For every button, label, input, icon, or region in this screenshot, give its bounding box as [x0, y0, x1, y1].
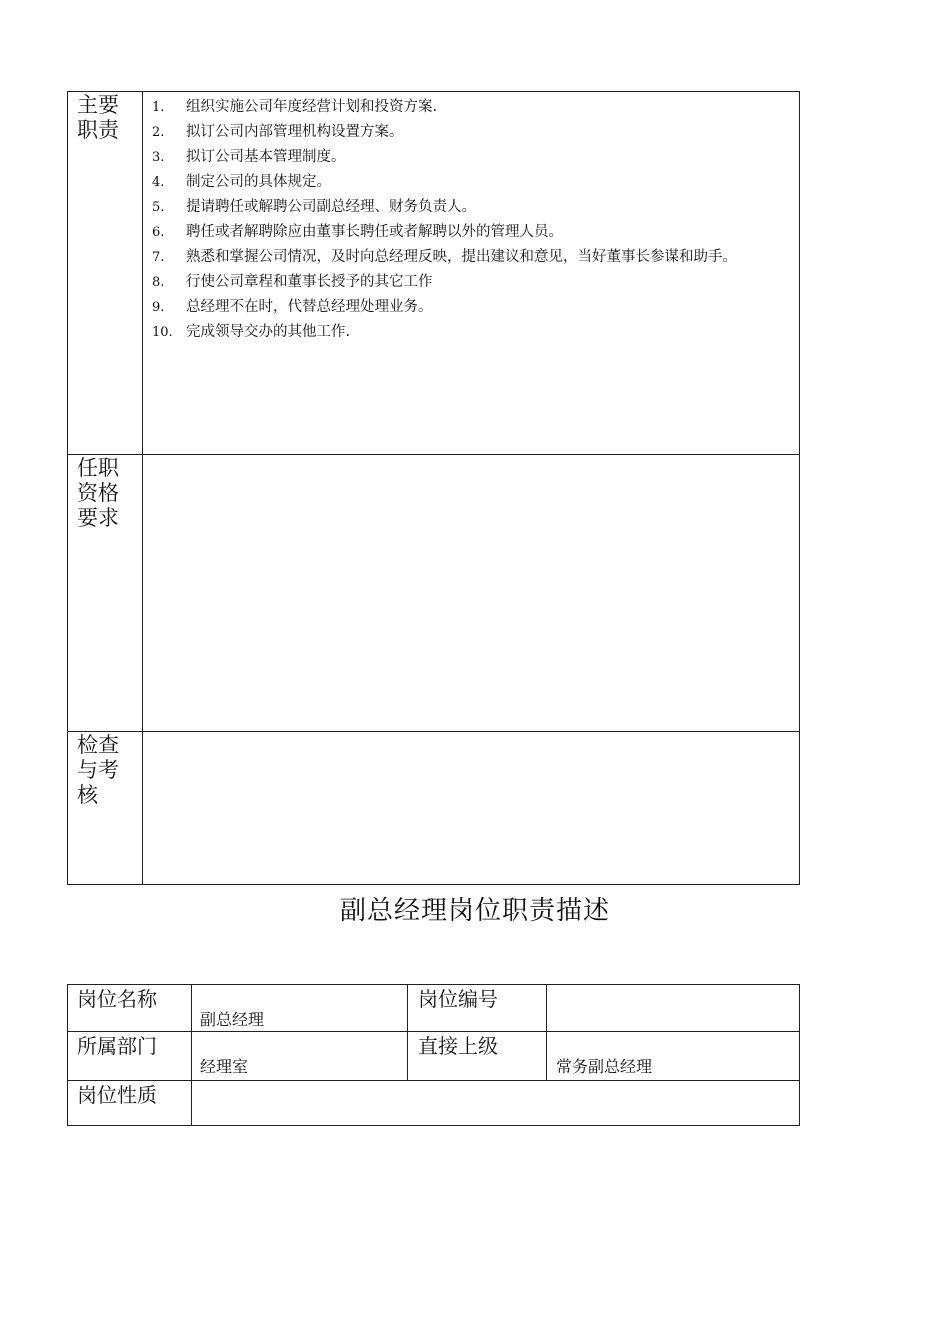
document-title: 副总经理岗位职责描述	[339, 896, 610, 926]
duty-number: 8.	[152, 275, 165, 290]
duty-number: 1.	[152, 100, 165, 115]
duty-item	[152, 195, 797, 220]
duty-item	[152, 220, 797, 245]
duty-text: 提请聘任或解聘公司副总经理、财务负责人。	[186, 199, 476, 215]
row-divider	[68, 1031, 799, 1032]
duty-item	[152, 145, 797, 170]
row-divider	[68, 1080, 799, 1081]
duties-list	[152, 95, 797, 345]
department-label: 所属部门	[77, 1034, 157, 1058]
supervisor-label: 直接上级	[418, 1034, 498, 1058]
duty-text: 组织实施公司年度经营计划和投资方案.	[186, 99, 438, 115]
duties-label: 主要职责	[77, 93, 119, 142]
column-divider	[546, 985, 547, 1081]
supervisor-value: 常务副总经理	[556, 1057, 653, 1076]
position-name-value: 副总经理	[200, 1010, 265, 1029]
duty-text: 行使公司章程和董事长授予的其它工作	[186, 274, 433, 290]
duty-number: 4.	[152, 175, 165, 190]
duty-item	[152, 320, 797, 345]
duty-item	[152, 120, 797, 145]
row-divider	[68, 731, 799, 732]
duty-number: 6.	[152, 225, 165, 240]
duty-item	[152, 270, 797, 295]
duty-number: 3.	[152, 150, 165, 165]
duty-item	[152, 245, 797, 270]
duty-text: 完成领导交办的其他工作.	[186, 324, 351, 340]
department-value: 经理室	[200, 1057, 249, 1076]
column-divider	[142, 92, 143, 884]
duty-text: 拟订公司内部管理机构设置方案。	[186, 124, 404, 140]
nature-label: 岗位性质	[77, 1083, 157, 1107]
responsibilities-table	[67, 91, 800, 885]
row-divider	[68, 454, 799, 455]
duty-text: 聘任或者解聘除应由董事长聘任或者解聘以外的管理人员。	[186, 224, 563, 240]
duty-text: 熟悉和掌握公司情况，及时向总经理反映，提出建议和意见，当好董事长参谋和助手。	[186, 249, 737, 265]
position-info-table	[67, 984, 800, 1126]
duty-number: 9.	[152, 300, 165, 315]
duty-text: 总经理不在时，代替总经理处理业务。	[186, 299, 433, 315]
column-divider	[407, 985, 408, 1081]
duty-number: 2.	[152, 125, 165, 140]
position-name-label: 岗位名称	[77, 987, 157, 1011]
duty-item	[152, 170, 797, 195]
assessment-label: 检查与考核	[77, 733, 119, 807]
duty-item	[152, 295, 797, 320]
column-divider	[191, 985, 192, 1125]
duty-text: 制定公司的具体规定。	[186, 174, 331, 190]
position-code-label: 岗位编号	[418, 987, 498, 1011]
qualification-label: 任职资格要求	[77, 456, 119, 530]
duty-item	[152, 95, 797, 120]
duty-number: 7.	[152, 250, 165, 265]
duty-number: 10.	[152, 325, 173, 340]
duty-text: 拟订公司基本管理制度。	[186, 149, 346, 165]
duty-number: 5.	[152, 200, 165, 215]
